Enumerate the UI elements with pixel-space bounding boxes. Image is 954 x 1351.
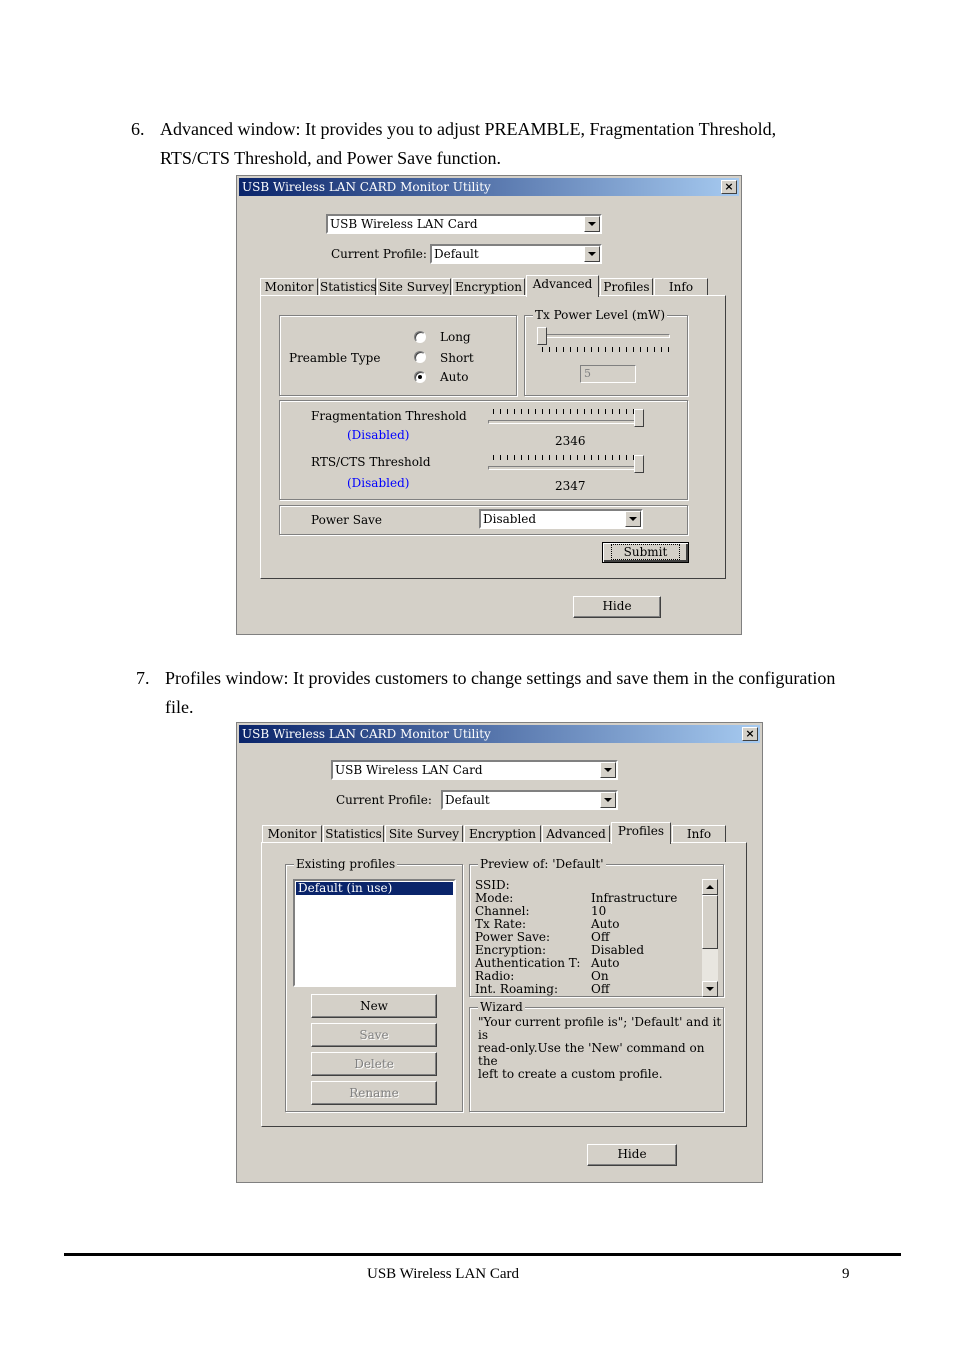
preamble-short-label: Short bbox=[440, 351, 474, 365]
preview-key: Tx Rate: bbox=[475, 917, 527, 931]
window-title: USB Wireless LAN CARD Monitor Utility bbox=[242, 180, 491, 194]
preamble-long-label: Long bbox=[440, 330, 471, 344]
tab-monitor[interactable]: Monitor bbox=[262, 825, 322, 843]
preview-key: Encryption: bbox=[475, 943, 547, 957]
advanced-window bbox=[236, 175, 742, 635]
tab-info[interactable]: Info bbox=[672, 825, 726, 843]
power-save-value: Disabled bbox=[483, 512, 537, 526]
save-button[interactable]: Save bbox=[311, 1023, 437, 1047]
preview-key: Mode: bbox=[475, 891, 514, 905]
tab-profiles[interactable]: Profiles bbox=[600, 278, 653, 296]
profile-select-value: Default bbox=[434, 247, 479, 261]
profile-select[interactable] bbox=[430, 244, 602, 264]
close-icon[interactable]: × bbox=[721, 180, 737, 194]
tab-site-survey[interactable]: Site Survey bbox=[378, 280, 450, 294]
profile-select[interactable] bbox=[441, 790, 618, 810]
device-select[interactable] bbox=[326, 214, 602, 234]
preview-value: Auto bbox=[591, 956, 620, 970]
preview-key: SSID: bbox=[475, 878, 510, 892]
fragmentation-ticks bbox=[493, 409, 636, 414]
tab-profiles[interactable]: Profiles bbox=[611, 822, 671, 844]
tab-site-survey[interactable]: Site Survey bbox=[385, 825, 463, 843]
tab-monitor[interactable]: Monitor bbox=[260, 278, 318, 296]
scroll-up-icon[interactable] bbox=[702, 879, 718, 895]
device-select[interactable] bbox=[331, 760, 618, 780]
scrollbar-thumb[interactable] bbox=[702, 895, 718, 949]
fragmentation-value: 2346 bbox=[555, 434, 586, 448]
tx-power-slider-thumb[interactable] bbox=[537, 327, 547, 345]
preview-label: Preview of: 'Default' bbox=[480, 857, 604, 871]
chevron-down-icon[interactable] bbox=[600, 792, 616, 808]
power-save-group bbox=[279, 505, 688, 535]
tx-power-ticks bbox=[542, 347, 669, 352]
fragmentation-disabled-label: (Disabled) bbox=[347, 428, 410, 442]
item-7-line-2: file. bbox=[165, 697, 194, 717]
title-bar[interactable] bbox=[239, 725, 760, 743]
current-profile-label: Current Profile: bbox=[331, 247, 427, 261]
existing-profiles-label: Existing profiles bbox=[296, 857, 396, 871]
tx-power-value-field: 5 bbox=[580, 365, 636, 383]
power-save-label: Power Save bbox=[311, 513, 382, 527]
rename-button[interactable]: Rename bbox=[311, 1081, 437, 1105]
item-7-paragraph bbox=[136, 664, 891, 722]
preview-value: Auto bbox=[591, 917, 620, 931]
preview-key: Authentication T: bbox=[475, 956, 581, 970]
existing-profiles-group bbox=[285, 857, 463, 1112]
profiles-window bbox=[236, 722, 763, 1183]
chevron-down-icon[interactable] bbox=[584, 246, 600, 262]
rts-cts-track bbox=[488, 466, 635, 470]
tab-statistics[interactable]: Statistics bbox=[323, 825, 384, 843]
tab-encryption[interactable]: Encryption bbox=[464, 825, 541, 843]
wizard-label: Wizard bbox=[480, 1000, 523, 1014]
delete-button[interactable]: Delete bbox=[311, 1052, 437, 1076]
profile-select-value: Default bbox=[445, 793, 490, 807]
preview-key: Int. Roaming: bbox=[475, 982, 559, 996]
preamble-type-label: Preamble Type bbox=[289, 351, 381, 365]
scroll-down-icon[interactable] bbox=[702, 981, 718, 997]
tx-power-label: Tx Power Level (mW) bbox=[535, 308, 666, 322]
tx-power-track bbox=[542, 334, 670, 338]
tab-panel bbox=[260, 295, 726, 579]
item-number: 6. bbox=[131, 119, 145, 139]
preview-group bbox=[469, 857, 724, 997]
tx-power-group bbox=[524, 308, 688, 396]
fragmentation-slider-thumb[interactable] bbox=[634, 409, 644, 427]
preamble-auto-radio[interactable] bbox=[414, 371, 426, 383]
tab-strip bbox=[262, 822, 732, 842]
tab-advanced[interactable]: Advanced bbox=[542, 825, 610, 843]
item-6-line-1: Advanced window: It provides you to adjust PREAMBLE, Fragmentation Threshold, bbox=[160, 119, 777, 139]
preview-values bbox=[591, 879, 677, 996]
submit-button-label: Submit bbox=[612, 545, 680, 559]
preview-key: Radio: bbox=[475, 969, 515, 983]
wizard-line: read-only.Use the 'New' command on the bbox=[478, 1041, 705, 1068]
wizard-line: "Your current profile is"; 'Default' and it is bbox=[478, 1015, 722, 1042]
profiles-listbox[interactable] bbox=[293, 879, 456, 987]
device-select-value: USB Wireless LAN Card bbox=[335, 763, 483, 777]
hide-button[interactable]: Hide bbox=[587, 1144, 677, 1166]
chevron-down-icon[interactable] bbox=[584, 216, 600, 232]
title-bar[interactable] bbox=[239, 178, 739, 196]
preview-key: Power Save: bbox=[475, 930, 551, 944]
preview-value: Off bbox=[591, 930, 610, 944]
tab-strip bbox=[260, 275, 710, 295]
tab-info[interactable]: Info bbox=[654, 278, 708, 296]
rts-cts-ticks bbox=[493, 455, 636, 460]
preamble-auto-label: Auto bbox=[440, 370, 469, 384]
preamble-group bbox=[279, 315, 517, 396]
tab-statistics[interactable]: Statistics bbox=[320, 280, 377, 294]
wizard-line: left to create a custom profile. bbox=[478, 1067, 663, 1081]
item-7-line-1: Profiles window: It provides customers to change settings and save them in the configuration bbox=[165, 668, 836, 688]
preview-key: Channel: bbox=[475, 904, 530, 918]
preamble-short-radio[interactable] bbox=[414, 351, 426, 363]
footer-rule bbox=[64, 1253, 901, 1256]
item-6-line-2: RTS/CTS Threshold, and Power Save function. bbox=[160, 148, 502, 168]
fragmentation-threshold-label: Fragmentation Threshold bbox=[311, 409, 467, 423]
page-number: 9 bbox=[842, 1266, 850, 1282]
preview-value: Off bbox=[591, 982, 610, 996]
item-number: 7. bbox=[136, 668, 150, 688]
close-icon[interactable]: × bbox=[742, 727, 758, 741]
rts-cts-value: 2347 bbox=[555, 479, 586, 493]
fragmentation-track bbox=[488, 420, 635, 424]
preamble-long-radio[interactable] bbox=[414, 331, 426, 343]
tab-panel bbox=[261, 842, 747, 1127]
wizard-group bbox=[469, 1000, 724, 1112]
chevron-down-icon[interactable] bbox=[600, 762, 616, 778]
tab-advanced[interactable]: Advanced bbox=[526, 275, 599, 297]
footer-title: USB Wireless LAN Card bbox=[367, 1266, 520, 1282]
rts-cts-slider-thumb[interactable] bbox=[634, 455, 644, 473]
window-title: USB Wireless LAN CARD Monitor Utility bbox=[242, 727, 491, 741]
hide-button[interactable]: Hide bbox=[573, 596, 661, 618]
threshold-group bbox=[279, 400, 688, 500]
chevron-down-icon[interactable] bbox=[625, 511, 641, 527]
wizard-text bbox=[478, 1016, 723, 1081]
list-item[interactable]: Default (in use) bbox=[296, 882, 453, 895]
preview-value: On bbox=[591, 969, 609, 983]
rts-cts-disabled-label: (Disabled) bbox=[347, 476, 410, 490]
item-6-paragraph bbox=[131, 115, 891, 173]
power-save-select[interactable] bbox=[479, 509, 643, 529]
preview-value: 10 bbox=[591, 904, 607, 918]
submit-button[interactable] bbox=[602, 542, 689, 563]
preview-keys bbox=[475, 879, 580, 996]
new-button[interactable]: New bbox=[311, 994, 437, 1018]
preview-scrollbar[interactable] bbox=[702, 879, 718, 997]
device-select-value: USB Wireless LAN Card bbox=[330, 217, 478, 231]
rts-cts-threshold-label: RTS/CTS Threshold bbox=[311, 455, 431, 469]
tab-encryption[interactable]: Encryption bbox=[452, 278, 525, 296]
current-profile-label: Current Profile: bbox=[336, 793, 432, 807]
preview-value: Disabled bbox=[591, 943, 645, 957]
preview-value: Infrastructure bbox=[591, 891, 678, 905]
